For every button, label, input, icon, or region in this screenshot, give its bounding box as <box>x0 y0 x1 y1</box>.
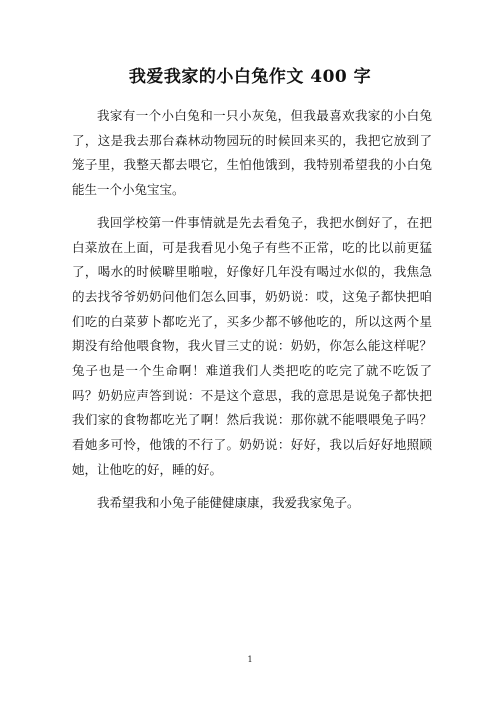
paragraph-3: 我希望我和小兔子能健健康康，我爱我家兔子。 <box>97 494 360 510</box>
paragraph-1: 我家有一个小白兔和一只小灰兔，但我最喜欢我家的小白兔了，这是我去那台森林动物园玩的时候回来买的，我把它放到了笼子里，我整天都去喂它，生怕他饿到，我特别希望我的小白兔能生一个小兔宝宝。 <box>72 108 432 198</box>
paragraph-2: 我回学校第一件事情就是先去看兔子，我把水倒好了，在把白菜放在上面，可是我看见小兔子有些不正常，吃的比以前更猛了，喝水的时候噼里啪啦，好像好几年没有喝过水似的，我焦急的去找爷爷奶奶问他们怎么回事，奶奶说：哎，这兔子都快把咱们吃的白菜萝卜都吃光了，买多少都不够他吃的，所以这两个星期没有给他喂食物，我火冒三丈的说：奶奶，你怎么能这样呢？兔子也是一个生命啊！难道我们人类把吃的吃完了就不吃饭了吗？奶奶应声答到说：不是这个意思，我的意思是说兔子都快把我们家的食物都吃光了啊！然后我说：那你就不能喂喂兔子吗？看她多可怜，他饿的不行了。奶奶说：好好，我以后好好地照顾她，让他吃的好，睡的好。 <box>72 214 432 477</box>
essay-body <box>72 104 432 523</box>
document-title: 我爱我家的小白兔作文 400 字 <box>128 67 372 87</box>
page-number: 1 <box>247 655 253 664</box>
